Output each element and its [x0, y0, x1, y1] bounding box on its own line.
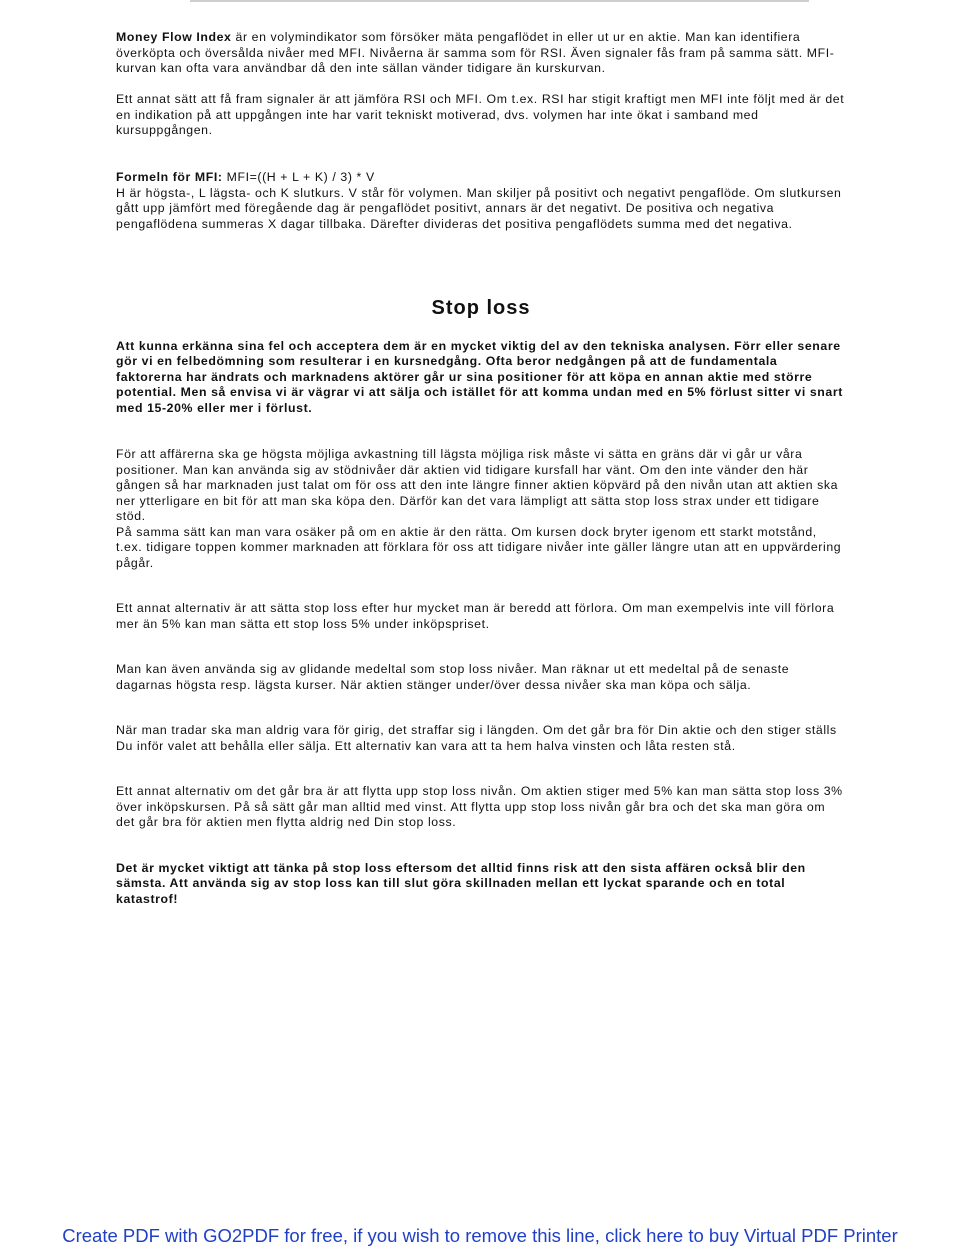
mfi-intro-text: är en volymindikator som försöker mäta pengaflödet in eller ut ur en aktie. Man kan identifiera överköpta och översålda nivåer med MFI. Nivåerna är samma som för RSI. Även signaler fås fram på samma sätt. MFI-kurvan kan ofta vara användbar då den inte sällan vänder tidigare än kurskurvan.	[116, 30, 835, 75]
formula-text: MFI=((H + L + K) / 3) * V	[222, 170, 375, 184]
mfi-intro-paragraph	[116, 30, 846, 77]
top-divider	[190, 0, 809, 2]
stop-loss-paragraph-percentage: Ett annat alternativ är att sätta stop loss efter hur mycket man är beredd att förlora. Om man exempelvis inte vill förlora mer än 5% kan man sätta ett stop loss 5% under inköpspriset.	[116, 601, 835, 631]
document-body	[116, 30, 846, 907]
stop-loss-paragraph-trailing: Ett annat alternativ om det går bra är att flytta upp stop loss nivån. Om aktien stiger med 5% kan man sätta stop loss 3% över inköpskursen. På så sätt går man alltid med vinst. Att flytta upp stop loss nivån går bra och det ska man göra om det går bra för aktien men flytta aldrig ned Din stop loss.	[116, 784, 843, 829]
stop-loss-paragraph-greed: När man tradar ska man aldrig vara för girig, det straffar sig i längden. Om det går bra för Din aktie och den stiger ställs Du inför valet att behålla eller sälja. Ett alternativ kan vara att ta hem halva vinsten och låta resten stå.	[116, 723, 837, 753]
stop-loss-paragraph-moving-average: Man kan även använda sig av glidande medeltal som stop loss nivåer. Man räknar ut ett medeltal på de senaste dagarnas högsta resp. lägsta kurser. När aktien stänger under/över dessa nivåer ska man köpa och sälja.	[116, 662, 790, 692]
formula-label: Formeln för MFI:	[116, 170, 223, 184]
go2pdf-footer-link[interactable]: Create PDF with GO2PDF for free, if you wish to remove this line, click here to buy Virtual PDF Printer	[62, 1225, 898, 1246]
formula-explanation: H är högsta-, L lägsta- och K slutkurs. V står för volymen. Man skiljer på positivt och negativt pengaflöde. Om slutkursen gått upp jämfört med föregående dag är pengaflödet positivt, annars är det negativt. De positiva och negativa pengaflödena summeras X dagar tillbaka. Därefter divideras det positiva pengaflödets summa med det negativa.	[116, 185, 842, 231]
mfi-compare-paragraph: Ett annat sätt att få fram signaler är att jämföra RSI och MFI. Om t.ex. RSI har stigit kraftigt men MFI inte följt med är det en indikation på att uppgången inte har varit tekniskt motiverad, dvs. volymen har inte ökat i samband med kursuppgången.	[116, 92, 845, 137]
mfi-formula-line	[116, 170, 846, 186]
stop-loss-closing-paragraph: Det är mycket viktigt att tänka på stop loss eftersom det alltid finns risk att den sista affären också blir den sämsta. Att använda sig av stop loss kan till slut göra skillnaden mellan ett lyckat sparande och en total katastrof!	[116, 860, 806, 906]
section-heading-stop-loss: Stop loss	[431, 297, 531, 319]
stop-loss-paragraph-support: För att affärerna ska ge högsta möjliga avkastning till lägsta möjliga risk måste vi sätta en gräns där vi går ur våra positioner. Man kan använda sig av stödnivåer där aktien vid tidigare kursfall har vänt. Om den inte vänder den här gången så har marknaden just talat om för oss att den inte längre finner aktien köpvärd på den nivån utan att aktien ska ner ytterligare en bit för att man ska köpa den. Därför kan det vara lämpligt att sätta stop loss strax under ett tidigare stöd.	[116, 447, 839, 523]
stop-loss-lead-paragraph: Att kunna erkänna sina fel och acceptera dem är en mycket viktig del av den tekniska analysen. Förr eller senare gör vi en felbedömning som resulterar i en kursnedgång. Ofta beror nedgången på att de fundamentala faktorerna har ändrats och marknadens aktörer går ur sina positioner för att köpa en annan aktie med större potential. Men så envisa vi är vägrar vi att sälja och istället för att komma undan med en 5% förlust sitter vi snart med 15-20% eller mer i förlust.	[116, 338, 843, 415]
stop-loss-paragraph-resistance: På samma sätt kan man vara osäker på om en aktie är den rätta. Om kursen dock bryter igenom ett starkt motstånd, t.ex. tidigare toppen kommer marknaden att förklara för oss att tidigare nivåer inte gäller längre utan att en uppvärdering pågår.	[116, 524, 842, 570]
mfi-term: Money Flow Index	[116, 30, 232, 44]
